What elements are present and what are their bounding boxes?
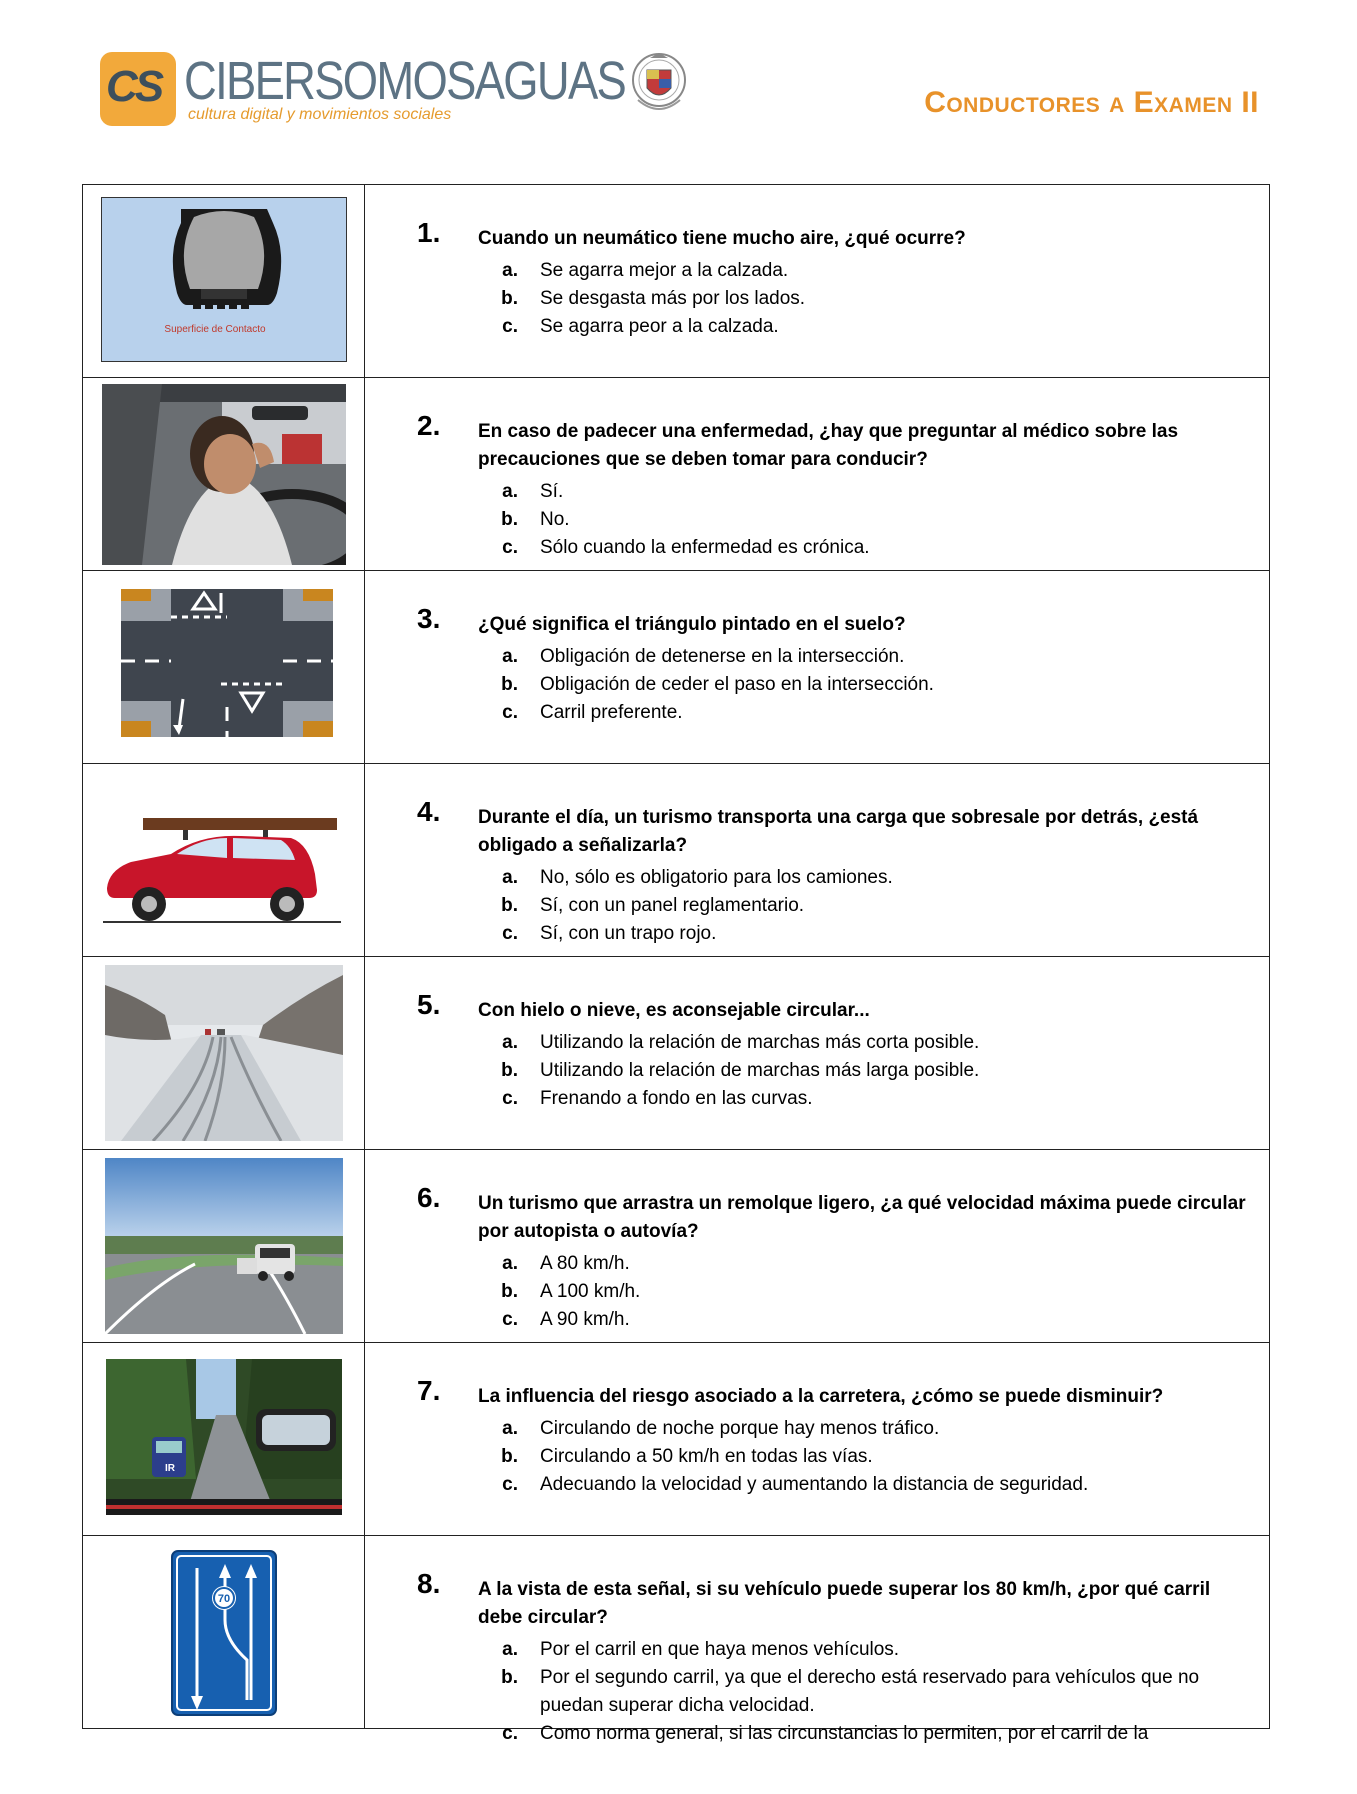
answer-option[interactable] bbox=[502, 1306, 1258, 1334]
question-row bbox=[83, 378, 1270, 571]
question-image-cell bbox=[83, 1150, 365, 1343]
answer-options bbox=[501, 864, 1258, 948]
option-letter: c. bbox=[502, 1088, 518, 1109]
option-letter: c. bbox=[502, 923, 518, 944]
car-with-load-illustration bbox=[103, 816, 341, 926]
answer-option[interactable] bbox=[502, 1085, 1258, 1113]
answer-option[interactable] bbox=[502, 257, 1258, 285]
option-letter: c. bbox=[502, 1309, 518, 1330]
question-image-cell bbox=[83, 185, 365, 378]
logo-mark-text: CS bbox=[106, 62, 162, 111]
question-number: 1. bbox=[417, 217, 441, 248]
question-number: 3. bbox=[417, 603, 441, 634]
option-text: Circulando a 50 km/h en todas las vías. bbox=[540, 1446, 873, 1467]
option-letter: c. bbox=[502, 1723, 518, 1744]
question-text-cell bbox=[365, 957, 1270, 1150]
option-text: Circulando de noche porque hay menos tráfico. bbox=[540, 1418, 940, 1439]
option-letter: b. bbox=[501, 1281, 518, 1302]
logo-subtitle: cultura digital y movimientos sociales bbox=[188, 106, 452, 123]
option-letter: c. bbox=[502, 537, 518, 558]
option-text: Como norma general, si las circunstancias lo permiten, por el carril de la bbox=[540, 1723, 1149, 1744]
option-letter: b. bbox=[501, 1446, 518, 1467]
option-text: Frenando a fondo en las curvas. bbox=[540, 1088, 813, 1109]
option-text: Carril preferente. bbox=[540, 702, 683, 723]
answer-options bbox=[501, 1415, 1258, 1499]
question-text: Cuando un neumático tiene mucho aire, ¿qué ocurre? bbox=[478, 228, 966, 249]
option-letter: a. bbox=[502, 1032, 518, 1053]
option-text: A 100 km/h. bbox=[540, 1281, 641, 1302]
option-text: Por el carril en que haya menos vehículos. bbox=[540, 1639, 900, 1660]
option-text: Se agarra peor a la calzada. bbox=[540, 316, 779, 337]
question-7 bbox=[478, 1383, 1258, 1499]
question-image-cell bbox=[83, 1343, 365, 1536]
question-text: En caso de padecer una enfermedad, ¿hay que preguntar al médico sobre las precauciones que se deben tomar para conducir? bbox=[478, 421, 1179, 470]
question-image-cell bbox=[83, 764, 365, 957]
question-text: Un turismo que arrastra un remolque ligero, ¿a qué velocidad máxima puede circular por autopista o autovía? bbox=[478, 1193, 1246, 1242]
answer-options bbox=[501, 1029, 1258, 1113]
question-4 bbox=[478, 804, 1258, 948]
answer-option[interactable] bbox=[502, 1636, 1258, 1664]
answer-option[interactable] bbox=[502, 1471, 1258, 1499]
option-text: Sólo cuando la enfermedad es crónica. bbox=[540, 537, 870, 558]
tire-contact-diagram bbox=[101, 197, 347, 362]
question-row bbox=[83, 185, 1270, 378]
answer-option[interactable] bbox=[501, 1443, 1258, 1471]
option-letter: c. bbox=[502, 1474, 518, 1495]
intersection-triangle-diagram bbox=[121, 589, 333, 737]
answer-option[interactable] bbox=[501, 1664, 1258, 1720]
option-letter: a. bbox=[502, 867, 518, 888]
question-8 bbox=[478, 1576, 1258, 1748]
option-letter: b. bbox=[501, 895, 518, 916]
option-text: A 90 km/h. bbox=[540, 1309, 630, 1330]
question-5 bbox=[478, 997, 1258, 1113]
question-text: La influencia del riesgo asociado a la carretera, ¿cómo se puede disminuir? bbox=[478, 1386, 1164, 1407]
logo-title: CIBERSOMOSAGUAS bbox=[184, 51, 626, 111]
question-image-cell bbox=[83, 378, 365, 571]
question-row bbox=[83, 957, 1270, 1150]
answer-option[interactable] bbox=[501, 1278, 1258, 1306]
lane-sign-icon bbox=[171, 1550, 277, 1716]
van-label: IR bbox=[165, 1463, 175, 1474]
question-text: Con hielo o nieve, es aconsejable circular... bbox=[478, 1000, 870, 1021]
option-text: No. bbox=[540, 509, 570, 530]
answer-option[interactable] bbox=[501, 892, 1258, 920]
question-6 bbox=[478, 1190, 1258, 1334]
question-number: 2. bbox=[417, 410, 441, 441]
question-number: 7. bbox=[417, 1375, 441, 1406]
question-text-cell bbox=[365, 1343, 1270, 1536]
option-letter: b. bbox=[501, 674, 518, 695]
question-text-cell bbox=[365, 571, 1270, 764]
question-text-cell bbox=[365, 378, 1270, 571]
question-number: 4. bbox=[417, 796, 441, 827]
answer-option[interactable] bbox=[502, 534, 1258, 562]
answer-option[interactable] bbox=[502, 313, 1258, 341]
question-row bbox=[83, 1536, 1270, 1729]
answer-option[interactable] bbox=[502, 1720, 1258, 1748]
question-number: 6. bbox=[417, 1182, 441, 1213]
option-text: Se agarra mejor a la calzada. bbox=[540, 260, 789, 281]
answer-options bbox=[501, 643, 1258, 727]
option-text: Utilizando la relación de marchas más corta posible. bbox=[540, 1032, 980, 1053]
answer-option[interactable] bbox=[502, 1029, 1258, 1057]
question-text-cell bbox=[365, 185, 1270, 378]
answer-options bbox=[501, 1250, 1258, 1334]
answer-option[interactable] bbox=[501, 506, 1258, 534]
option-text: No, sólo es obligatorio para los camiones. bbox=[540, 867, 893, 888]
question-row bbox=[83, 1343, 1270, 1536]
forest-road-photo bbox=[106, 1359, 342, 1515]
answer-option[interactable] bbox=[502, 1250, 1258, 1278]
option-text: A 80 km/h. bbox=[540, 1253, 630, 1274]
sick-driver-photo bbox=[102, 384, 346, 565]
answer-options bbox=[501, 478, 1258, 562]
tire-caption: Superficie de Contacto bbox=[164, 324, 266, 335]
answer-option[interactable] bbox=[501, 671, 1258, 699]
question-text-cell bbox=[365, 1150, 1270, 1343]
option-letter: b. bbox=[501, 509, 518, 530]
option-text: Se desgasta más por los lados. bbox=[540, 288, 806, 309]
answer-option[interactable] bbox=[502, 699, 1258, 727]
car-towing-trailer-photo bbox=[105, 1158, 343, 1334]
question-row bbox=[83, 571, 1270, 764]
question-row bbox=[83, 1150, 1270, 1343]
question-text-cell bbox=[365, 1536, 1270, 1744]
option-letter: a. bbox=[502, 646, 518, 667]
option-letter: a. bbox=[502, 481, 518, 502]
question-text: ¿Qué significa el triángulo pintado en el suelo? bbox=[478, 614, 906, 635]
option-letter: b. bbox=[501, 1667, 518, 1688]
option-text: Utilizando la relación de marchas más larga posible. bbox=[540, 1060, 980, 1081]
question-2 bbox=[478, 418, 1258, 562]
question-image-cell bbox=[83, 957, 365, 1150]
answer-options bbox=[501, 1636, 1258, 1748]
question-text-cell bbox=[365, 764, 1270, 957]
option-letter: b. bbox=[501, 1060, 518, 1081]
option-text: Sí, con un trapo rojo. bbox=[540, 923, 717, 944]
document-title: Conductores a Examen II bbox=[924, 86, 1259, 119]
page-header bbox=[0, 0, 1357, 150]
option-text: Obligación de detenerse en la intersección. bbox=[540, 646, 905, 667]
answer-option[interactable] bbox=[502, 920, 1258, 948]
option-text: Por el segundo carril, ya que el derecho está reservado para vehículos que no puedan superar dicha velocidad. bbox=[540, 1667, 1200, 1716]
university-seal-icon bbox=[630, 50, 688, 122]
question-number: 5. bbox=[417, 989, 441, 1020]
question-text: Durante el día, un turismo transporta una carga que sobresale por detrás, ¿está obligado a señalizarla? bbox=[478, 807, 1199, 856]
option-text: Obligación de ceder el paso en la intersección. bbox=[540, 674, 934, 695]
answer-option[interactable] bbox=[501, 285, 1258, 313]
question-image-cell bbox=[83, 571, 365, 764]
option-text: Sí. bbox=[540, 481, 564, 502]
option-letter: a. bbox=[502, 1418, 518, 1439]
option-letter: b. bbox=[501, 288, 518, 309]
option-letter: a. bbox=[502, 1253, 518, 1274]
question-image-cell bbox=[83, 1536, 365, 1729]
answer-options bbox=[501, 257, 1258, 341]
questions-table bbox=[82, 184, 1270, 1744]
option-text: Adecuando la velocidad y aumentando la distancia de seguridad. bbox=[540, 1474, 1089, 1495]
question-row bbox=[83, 764, 1270, 957]
option-text: Sí, con un panel reglamentario. bbox=[540, 895, 805, 916]
question-3 bbox=[478, 611, 1258, 727]
answer-option[interactable] bbox=[502, 643, 1258, 671]
sign-speed-value: 70 bbox=[217, 1593, 231, 1605]
question-text: A la vista de esta señal, si su vehículo puede superar los 80 km/h, ¿por qué carril debe circular? bbox=[478, 1579, 1211, 1628]
answer-option[interactable] bbox=[502, 864, 1258, 892]
answer-option[interactable] bbox=[502, 1415, 1258, 1443]
question-number: 8. bbox=[417, 1568, 441, 1599]
question-1 bbox=[478, 225, 1258, 341]
option-letter: c. bbox=[502, 702, 518, 723]
answer-option[interactable] bbox=[502, 478, 1258, 506]
answer-option[interactable] bbox=[501, 1057, 1258, 1085]
snowy-road-photo bbox=[105, 965, 343, 1141]
logo-mark bbox=[100, 52, 176, 126]
option-letter: a. bbox=[502, 260, 518, 281]
option-letter: a. bbox=[502, 1639, 518, 1660]
option-letter: c. bbox=[502, 316, 518, 337]
